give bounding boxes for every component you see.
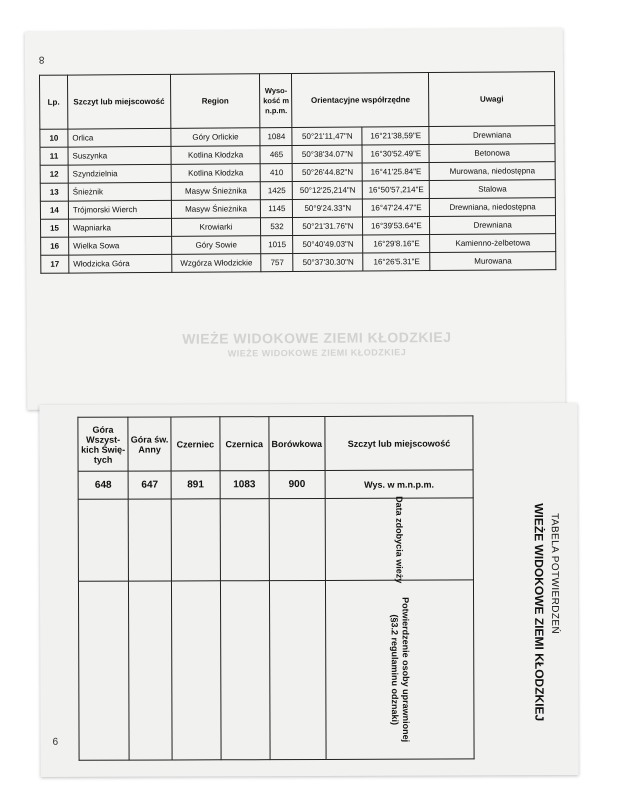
name-cell: Włodzicka Góra xyxy=(69,254,172,273)
latitude-cell: 50°38'34.07"N xyxy=(292,145,362,163)
confirmation-input-cell[interactable] xyxy=(129,581,172,760)
page-subtitle: TABELA POTWIERDZEŃ xyxy=(548,513,561,635)
peak-name-cell: Góra św. Anny xyxy=(128,417,171,471)
row-label-peak: Szczyt lub miejscowość xyxy=(325,416,473,471)
table-row xyxy=(41,252,556,274)
peak-name-cell: Czernica xyxy=(220,417,269,471)
header-altitude: Wyso-kość m n.p.m. xyxy=(260,74,292,128)
confirmation-table xyxy=(77,415,474,760)
note-cell: Murowana xyxy=(430,252,556,271)
region-cell: Góry Sowie xyxy=(171,236,261,255)
longitude-cell: 16°39'53.64"E xyxy=(363,217,430,235)
longitude-cell: 16°29'8.16"E xyxy=(363,235,430,253)
longitude-cell: 16°30'52.49"E xyxy=(362,145,429,163)
header-coordinates: Orientacyjne współrzędne xyxy=(292,73,429,128)
note-cell: Drewniana, niedostępna xyxy=(430,198,556,217)
region-cell: Masyw Śnieżnika xyxy=(171,200,261,219)
date-input-cell[interactable] xyxy=(269,498,326,580)
confirmation-label xyxy=(388,597,411,742)
note-cell: Murowana, niedostępna xyxy=(429,162,555,181)
date-input-cell[interactable] xyxy=(171,499,220,581)
latitude-cell: 50°21'31.76"N xyxy=(293,217,363,235)
peak-name-cell: Borówkowa xyxy=(269,416,325,470)
peak-altitude-cell: 648 xyxy=(78,471,128,499)
latitude-cell: 50°21'11,47"N xyxy=(292,127,362,145)
lp-cell: 14 xyxy=(40,201,68,219)
latitude-cell: 50°9'24.33"N xyxy=(293,199,363,217)
header-notes: Uwagi xyxy=(429,72,555,127)
region-cell: Kotlina Kłodzka xyxy=(171,164,261,183)
page-9 xyxy=(39,403,578,777)
peak-name-cell: Góra Wszyst-kich Świę-tych xyxy=(78,417,128,471)
peak-altitude-cell: 891 xyxy=(171,471,220,499)
latitude-cell: 50°37'30.30"N xyxy=(293,253,363,271)
name-cell: Suszynka xyxy=(68,146,171,165)
name-cell: Orlica xyxy=(68,128,171,147)
region-cell: Masyw Śnieżnika xyxy=(171,182,261,201)
confirmation-input-cell[interactable] xyxy=(78,581,129,760)
header-region: Region xyxy=(170,74,260,129)
longitude-cell: 16°41'25.84"E xyxy=(362,163,429,181)
page-8 xyxy=(25,28,566,410)
region-cell: Góry Orlickie xyxy=(171,128,261,147)
date-label: Data zdobycia wieży xyxy=(394,495,405,583)
towers-table xyxy=(39,71,556,274)
date-input-cell[interactable] xyxy=(128,499,171,581)
note-cell: Stalowa xyxy=(430,180,556,199)
altitude-cell: 465 xyxy=(260,146,292,164)
longitude-cell: 16°47'24.47"E xyxy=(363,199,430,217)
peak-altitude-cell: 647 xyxy=(128,471,171,499)
name-cell: Trójmorski Wierch xyxy=(68,200,171,219)
lp-cell: 10 xyxy=(40,129,68,147)
lp-cell: 16 xyxy=(41,237,69,255)
note-cell: Betonowa xyxy=(429,144,555,163)
confirmation-input-cell[interactable] xyxy=(171,581,220,760)
row-label-date xyxy=(325,495,473,583)
lp-cell: 12 xyxy=(40,165,68,183)
latitude-cell: 50°26'44.82"N xyxy=(293,163,363,181)
altitude-cell: 532 xyxy=(261,218,293,236)
page-title: WIEŻE WIDOKOWE ZIEMI KŁODZKIEJ xyxy=(531,503,547,722)
name-cell: Szyndzielnia xyxy=(68,164,171,183)
altitude-cell: 410 xyxy=(261,164,293,182)
lp-cell: 17 xyxy=(41,255,69,273)
show-through-title: WIEŻE WIDOKOWE ZIEMI KŁODZKIEJ xyxy=(182,328,452,347)
longitude-cell: 16°21'38,59"E xyxy=(362,127,429,145)
confirmation-label-line2: (§3.2 regulaminu odznaki) xyxy=(389,614,400,725)
longitude-cell: 16°26'5.31"E xyxy=(363,253,430,271)
header-lp: Lp. xyxy=(39,75,67,129)
date-input-cell[interactable] xyxy=(78,499,129,581)
name-cell: Śnieżnik xyxy=(68,182,171,201)
peak-altitude-cell: 900 xyxy=(269,470,325,498)
confirmation-input-cell[interactable] xyxy=(269,580,326,759)
note-cell: Kamienno-żelbetowa xyxy=(430,234,556,253)
lp-cell: 11 xyxy=(40,147,68,165)
region-cell: Kotlina Kłodzka xyxy=(171,146,261,165)
page-number: 8 xyxy=(38,53,45,65)
region-cell: Krowiarki xyxy=(171,218,261,237)
altitude-cell: 1015 xyxy=(261,236,293,254)
confirmation-label-line1: Potwierdzenie osoby uprawnionej xyxy=(400,597,412,743)
peak-name-cell: Czerniec xyxy=(171,417,220,471)
lp-cell: 13 xyxy=(40,183,68,201)
note-cell: Drewniana xyxy=(430,216,556,235)
header-name: Szczyt lub miejscowość xyxy=(67,74,170,129)
region-cell: Wzgórza Włodzickie xyxy=(171,254,261,273)
altitude-cell: 1425 xyxy=(261,182,293,200)
show-through-subtitle: WIEŻE WIDOKOWE ZIEMI KŁODZKIEJ xyxy=(227,347,407,359)
date-input-cell[interactable] xyxy=(220,499,269,581)
lp-cell: 15 xyxy=(40,219,68,237)
latitude-cell: 50°40'49.03"N xyxy=(293,235,363,253)
confirmation-input-cell[interactable] xyxy=(220,581,269,760)
altitude-cell: 757 xyxy=(261,254,293,272)
altitude-cell: 1145 xyxy=(261,200,293,218)
peak-altitude-cell: 1083 xyxy=(220,471,269,499)
row-label-altitude: Wys. w m.n.p.m. xyxy=(325,470,473,499)
row-label-confirmation xyxy=(325,580,474,760)
longitude-cell: 16°50'57,214"E xyxy=(363,181,430,199)
name-cell: Wielka Sowa xyxy=(69,236,172,255)
side-title xyxy=(530,503,561,743)
note-cell: Drewniana xyxy=(429,126,555,145)
page-number: 9 xyxy=(52,734,59,746)
latitude-cell: 50°12'25,214"N xyxy=(293,181,363,199)
name-cell: Wapniarka xyxy=(68,218,171,237)
altitude-cell: 1084 xyxy=(260,128,292,146)
